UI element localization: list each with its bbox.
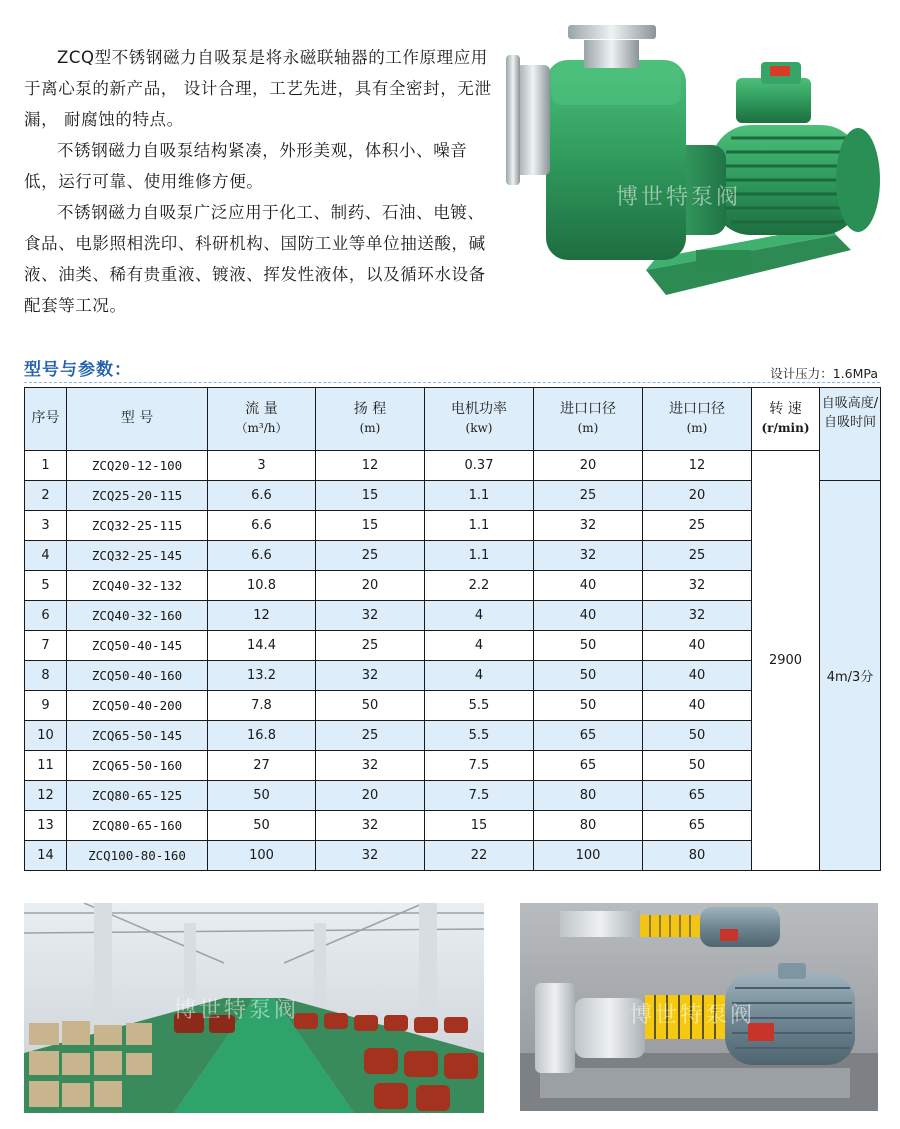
cell-flow: 13.2 <box>208 660 316 690</box>
cell-outlet: 50 <box>643 720 752 750</box>
cell-head: 15 <box>316 510 425 540</box>
cell-no: 5 <box>25 570 67 600</box>
cell-flow: 3 <box>208 450 316 480</box>
cell-head: 25 <box>316 540 425 570</box>
cell-no: 3 <box>25 510 67 540</box>
cell-flow: 27 <box>208 750 316 780</box>
cell-power: 1.1 <box>425 480 534 510</box>
cell-inlet: 100 <box>534 840 643 870</box>
cell-outlet: 40 <box>643 690 752 720</box>
cell-flow: 6.6 <box>208 510 316 540</box>
cell-no: 7 <box>25 630 67 660</box>
cell-outlet: 50 <box>643 750 752 780</box>
cell-model: ZCQ100-80-160 <box>67 840 208 870</box>
cell-outlet: 32 <box>643 600 752 630</box>
installed-pumps-photo <box>520 903 878 1111</box>
cell-power: 1.1 <box>425 540 534 570</box>
table-row <box>25 450 881 480</box>
cell-head: 20 <box>316 780 425 810</box>
cell-inlet: 50 <box>534 630 643 660</box>
cell-power: 7.5 <box>425 780 534 810</box>
cell-speed: 2900 <box>752 450 820 870</box>
cell-model: ZCQ25-20-115 <box>67 480 208 510</box>
cell-model: ZCQ20-12-100 <box>67 450 208 480</box>
cell-outlet: 32 <box>643 570 752 600</box>
cell-model: ZCQ32-25-115 <box>67 510 208 540</box>
cell-flow: 7.8 <box>208 690 316 720</box>
header-speed: 转 速 (r/min) <box>752 388 820 451</box>
cell-flow: 6.6 <box>208 480 316 510</box>
cell-inlet: 65 <box>534 720 643 750</box>
cell-head: 12 <box>316 450 425 480</box>
magnetic-pump-illustration <box>506 20 886 305</box>
cell-power: 5.5 <box>425 720 534 750</box>
cell-no: 11 <box>25 750 67 780</box>
cell-power: 4 <box>425 630 534 660</box>
suction-header-continuation <box>820 450 881 480</box>
cell-inlet: 40 <box>534 570 643 600</box>
header-outlet: 进口口径 (m) <box>643 388 752 451</box>
cell-head: 32 <box>316 600 425 630</box>
cell-no: 6 <box>25 600 67 630</box>
header-model: 型 号 <box>67 388 208 451</box>
cell-model: ZCQ40-32-160 <box>67 600 208 630</box>
cell-no: 4 <box>25 540 67 570</box>
cell-head: 25 <box>316 630 425 660</box>
cell-power: 4 <box>425 600 534 630</box>
cell-outlet: 80 <box>643 840 752 870</box>
cell-inlet: 80 <box>534 810 643 840</box>
cell-head: 50 <box>316 690 425 720</box>
cell-model: ZCQ50-40-160 <box>67 660 208 690</box>
cell-head: 32 <box>316 750 425 780</box>
cell-no: 10 <box>25 720 67 750</box>
cell-flow: 14.4 <box>208 630 316 660</box>
watermark-text: 博世特泵阀 <box>616 185 742 210</box>
cell-model: ZCQ32-25-145 <box>67 540 208 570</box>
cell-model: ZCQ65-50-145 <box>67 720 208 750</box>
factory-workshop-photo <box>24 903 484 1113</box>
intro-paragraph: ZCQ型不锈钢磁力自吸泵是将永磁联轴器的工作原理应用于离心泵的新产品， 设计合理，工艺先进，具有全密封，无泄漏， 耐腐蚀的特点。 <box>24 48 492 129</box>
cell-no: 8 <box>25 660 67 690</box>
cell-inlet: 20 <box>534 450 643 480</box>
cell-model: ZCQ65-50-160 <box>67 750 208 780</box>
watermark-text: 博世特泵阀 <box>174 998 300 1023</box>
cell-power: 0.37 <box>425 450 534 480</box>
design-pressure: 设计压力：1.6MPa <box>770 366 878 381</box>
cell-outlet: 25 <box>643 540 752 570</box>
header-suction: 自吸高度/自吸时间 <box>820 388 881 451</box>
cell-outlet: 25 <box>643 510 752 540</box>
cell-head: 15 <box>316 480 425 510</box>
watermark-text: 博世特泵阀 <box>630 1003 756 1028</box>
cell-flow: 16.8 <box>208 720 316 750</box>
cell-power: 22 <box>425 840 534 870</box>
cell-flow: 50 <box>208 810 316 840</box>
cell-inlet: 25 <box>534 480 643 510</box>
cell-power: 5.5 <box>425 690 534 720</box>
cell-inlet: 40 <box>534 600 643 630</box>
cell-inlet: 32 <box>534 540 643 570</box>
cell-outlet: 65 <box>643 780 752 810</box>
header-no: 序号 <box>25 388 67 451</box>
cell-inlet: 50 <box>534 690 643 720</box>
cell-outlet: 40 <box>643 630 752 660</box>
cell-suction: 4m/3分 <box>820 480 881 870</box>
cell-flow: 12 <box>208 600 316 630</box>
cell-no: 14 <box>25 840 67 870</box>
cell-power: 7.5 <box>425 750 534 780</box>
cell-inlet: 80 <box>534 780 643 810</box>
cell-flow: 50 <box>208 780 316 810</box>
cell-head: 32 <box>316 660 425 690</box>
section-title: 型号与参数： <box>24 360 132 380</box>
cell-flow: 6.6 <box>208 540 316 570</box>
header-head: 扬 程 (m) <box>316 388 425 451</box>
header-flow: 流 量 （m³/h） <box>208 388 316 451</box>
cell-power: 4 <box>425 660 534 690</box>
cell-outlet: 12 <box>643 450 752 480</box>
cell-model: ZCQ50-40-145 <box>67 630 208 660</box>
cell-model: ZCQ80-65-160 <box>67 810 208 840</box>
cell-head: 20 <box>316 570 425 600</box>
header-power: 电机功率 (kw) <box>425 388 534 451</box>
cell-no: 9 <box>25 690 67 720</box>
cell-no: 1 <box>25 450 67 480</box>
spec-table <box>24 387 881 871</box>
intro-paragraph: 不锈钢磁力自吸泵广泛应用于化工、制药、石油、电镀、食品、电影照相洗印、科研机构、国防工业等单位抽送酸，碱液、油类、稀有贵重液、镀液、挥发性液体，以及循环水设备配套等工况。 <box>24 203 486 315</box>
pump-product-image <box>506 20 886 305</box>
intro-text <box>24 42 499 321</box>
cell-outlet: 65 <box>643 810 752 840</box>
section-divider <box>24 382 880 383</box>
cell-inlet: 32 <box>534 510 643 540</box>
cell-model: ZCQ40-32-132 <box>67 570 208 600</box>
cell-no: 13 <box>25 810 67 840</box>
cell-model: ZCQ80-65-125 <box>67 780 208 810</box>
cell-flow: 10.8 <box>208 570 316 600</box>
cell-no: 2 <box>25 480 67 510</box>
cell-outlet: 20 <box>643 480 752 510</box>
cell-outlet: 40 <box>643 660 752 690</box>
cell-inlet: 65 <box>534 750 643 780</box>
header-inlet: 进口口径 (m) <box>534 388 643 451</box>
cell-head: 25 <box>316 720 425 750</box>
cell-head: 32 <box>316 840 425 870</box>
cell-model: ZCQ50-40-200 <box>67 690 208 720</box>
intro-paragraph: 不锈钢磁力自吸泵结构紧凑，外形美观，体积小、噪音低，运行可靠、使用维修方便。 <box>24 141 468 191</box>
cell-head: 32 <box>316 810 425 840</box>
table-header-row <box>25 388 881 451</box>
cell-flow: 100 <box>208 840 316 870</box>
cell-no: 12 <box>25 780 67 810</box>
cell-power: 15 <box>425 810 534 840</box>
cell-power: 1.1 <box>425 510 534 540</box>
cell-inlet: 50 <box>534 660 643 690</box>
cell-power: 2.2 <box>425 570 534 600</box>
